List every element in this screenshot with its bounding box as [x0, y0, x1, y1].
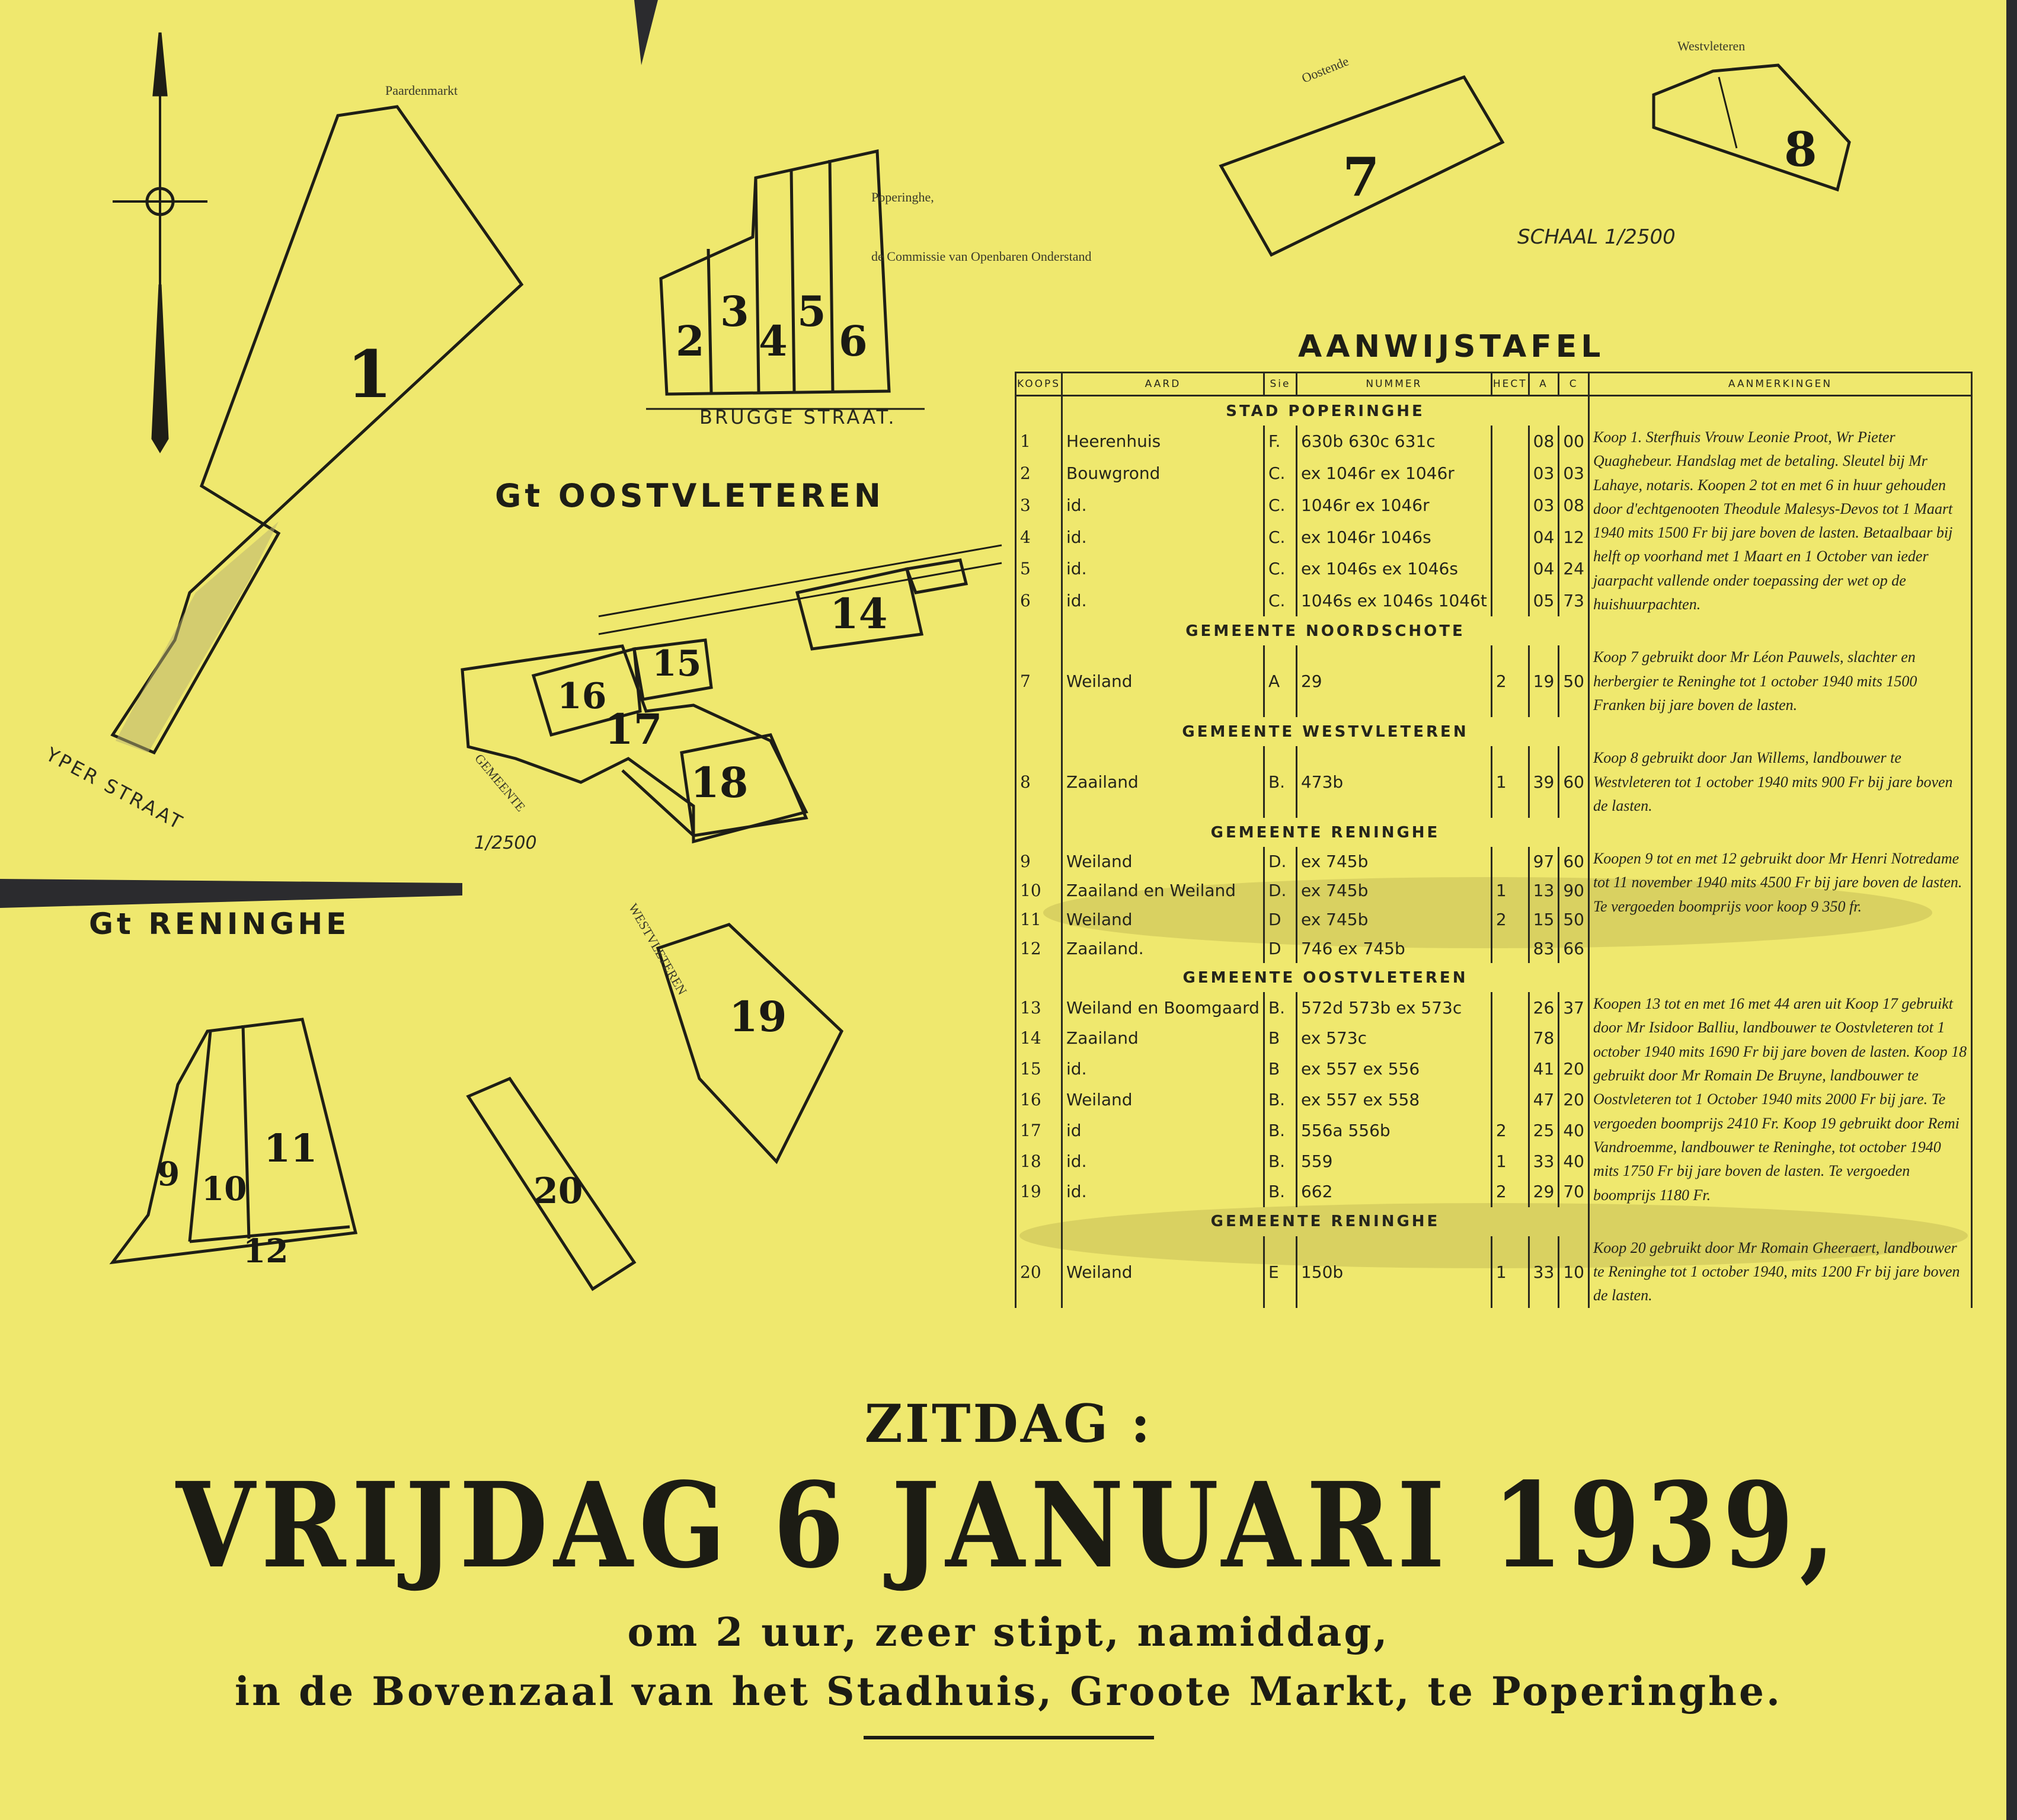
- cell-nr: 3: [1016, 489, 1062, 521]
- section-spacer: [1016, 616, 1062, 645]
- cell-a: 33: [1529, 1236, 1559, 1308]
- header-koops: KOOPS: [1016, 373, 1062, 396]
- cell-aard: id.: [1062, 1146, 1264, 1176]
- table-row: [1016, 1236, 1972, 1308]
- cell-a: 26: [1529, 992, 1559, 1023]
- cell-aard: Weiland: [1062, 905, 1264, 934]
- cell-nummer: 1046s ex 1046s 1046t: [1296, 585, 1491, 617]
- section-row: [1016, 717, 1972, 746]
- label-westvleteren: Westvleteren: [1677, 39, 1746, 53]
- cell-c: 60: [1559, 746, 1589, 818]
- cell-sie: F.: [1264, 426, 1296, 458]
- plot-number-16: 16: [557, 676, 607, 717]
- compass-arrow: [154, 33, 166, 95]
- cell-sie: C.: [1264, 553, 1296, 585]
- plot-number-2: 2: [676, 316, 705, 366]
- cell-aard: id.: [1062, 489, 1264, 521]
- cell-aard: id: [1062, 1115, 1264, 1146]
- aanwijstafel-table: [1015, 372, 1973, 1308]
- cell-nr: 6: [1016, 585, 1062, 617]
- cell-ha: [1491, 847, 1529, 876]
- cell-c: 24: [1559, 553, 1589, 585]
- section-row: [1016, 818, 1972, 847]
- cell-sie: B.: [1264, 1176, 1296, 1207]
- section-name: GEMEENTE OOSTVLETEREN: [1062, 963, 1589, 992]
- plot-number-7: 7: [1342, 146, 1380, 209]
- cell-sie: C.: [1264, 489, 1296, 521]
- section-row: [1016, 616, 1972, 645]
- cell-a: 13: [1529, 876, 1559, 905]
- cell-ha: 2: [1491, 1176, 1529, 1207]
- section-name: GEMEENTE RENINGHE: [1062, 818, 1589, 847]
- cell-nr: 17: [1016, 1115, 1062, 1146]
- cell-nummer: ex 557 ex 558: [1296, 1085, 1491, 1115]
- cell-ha: 1: [1491, 876, 1529, 905]
- cell-a: 04: [1529, 553, 1559, 585]
- cell-a: 29: [1529, 1176, 1559, 1207]
- plot-number-4: 4: [759, 316, 788, 366]
- cell-sie: D: [1264, 905, 1296, 934]
- plot-13: [907, 560, 966, 593]
- plot-number-1: 1: [347, 336, 392, 412]
- section-row: [1016, 963, 1972, 992]
- cell-nr: 12: [1016, 934, 1062, 963]
- label-oostende: Oostende: [1299, 53, 1351, 86]
- cell-ha: 2: [1491, 1115, 1529, 1146]
- cell-sie: E: [1264, 1236, 1296, 1308]
- plot-9-12-outline: [113, 1019, 356, 1262]
- section-spacer: [1016, 818, 1062, 847]
- table-row: [1016, 645, 1972, 717]
- cell-c: 60: [1559, 847, 1589, 876]
- plot-1-shaded: [116, 522, 279, 753]
- road-line: [599, 563, 1002, 634]
- cell-nummer: ex 745b: [1296, 876, 1491, 905]
- plot-8-divider: [1719, 77, 1737, 148]
- cell-nummer: ex 557 ex 556: [1296, 1054, 1491, 1085]
- cell-sie: B.: [1264, 1085, 1296, 1115]
- cell-nr: 13: [1016, 992, 1062, 1023]
- cell-sie: B.: [1264, 1146, 1296, 1176]
- cell-nr: 2: [1016, 458, 1062, 490]
- cell-sie: B.: [1264, 992, 1296, 1023]
- cell-a: 08: [1529, 426, 1559, 458]
- cell-ha: [1491, 458, 1529, 490]
- cell-ha: [1491, 553, 1529, 585]
- cell-nummer: ex 1046r ex 1046r: [1296, 458, 1491, 490]
- cell-a: 39: [1529, 746, 1559, 818]
- section-spacer: [1016, 1207, 1062, 1236]
- inset-scale: 1/2500: [474, 833, 537, 853]
- cell-a: 03: [1529, 458, 1559, 490]
- header-c: C: [1559, 373, 1589, 396]
- cell-nummer: 473b: [1296, 746, 1491, 818]
- cell-aard: Zaailand.: [1062, 934, 1264, 963]
- cell-nr: 10: [1016, 876, 1062, 905]
- cell-aard: Zaailand: [1062, 1023, 1264, 1054]
- table-row: [1016, 426, 1972, 458]
- cell-nr: 5: [1016, 553, 1062, 585]
- cell-aard: id.: [1062, 1176, 1264, 1207]
- auction-date: VRIJDAG 6 JANUARI 1939,: [175, 1456, 1842, 1595]
- cell-nr: 8: [1016, 746, 1062, 818]
- cell-c: 10: [1559, 1236, 1589, 1308]
- header-nummer: NUMMER: [1296, 373, 1491, 396]
- table-title: AANWIJSTAFEL: [1298, 329, 1605, 364]
- plot-number-11: 11: [264, 1126, 318, 1171]
- plot-number-6: 6: [839, 316, 868, 366]
- cell-sie: B.: [1264, 746, 1296, 818]
- plot-number-10: 10: [202, 1169, 247, 1208]
- header-a: A: [1529, 373, 1559, 396]
- section-spacer: [1588, 396, 1971, 426]
- cell-nr: 1: [1016, 426, 1062, 458]
- cell-c: 90: [1559, 876, 1589, 905]
- region-reninghe: Gt RENINGHE: [89, 907, 350, 941]
- cell-sie: D.: [1264, 847, 1296, 876]
- cell-nummer: 572d 573b ex 573c: [1296, 992, 1491, 1023]
- cell-ha: 2: [1491, 645, 1529, 717]
- section-spacer: [1016, 396, 1062, 426]
- auction-time: om 2 uur, zeer stipt, namiddag,: [627, 1609, 1390, 1655]
- cell-nummer: 556a 556b: [1296, 1115, 1491, 1146]
- compass-tail: [153, 284, 167, 450]
- cell-nummer: ex 1046r 1046s: [1296, 521, 1491, 553]
- cell-ha: 1: [1491, 746, 1529, 818]
- cell-c: 73: [1559, 585, 1589, 617]
- cell-nr: 18: [1016, 1146, 1062, 1176]
- cell-c: 50: [1559, 645, 1589, 717]
- cell-nummer: 630b 630c 631c: [1296, 426, 1491, 458]
- announcement: [0, 1369, 2017, 1820]
- cell-c: 50: [1559, 905, 1589, 934]
- plot-divider: [190, 1031, 210, 1242]
- section-spacer: [1588, 818, 1971, 847]
- cell-nr: 19: [1016, 1176, 1062, 1207]
- section-row: [1016, 1207, 1972, 1236]
- cell-c: 00: [1559, 426, 1589, 458]
- cell-a: 78: [1529, 1023, 1559, 1054]
- table-row: [1016, 746, 1972, 818]
- cell-aard: Weiland: [1062, 645, 1264, 717]
- cell-c: 20: [1559, 1085, 1589, 1115]
- table-header-row: [1016, 373, 1972, 396]
- cell-ha: [1491, 1054, 1529, 1085]
- label-commissie: de Commissie van Openbaren Onderstand: [871, 249, 1092, 264]
- cell-sie: A: [1264, 645, 1296, 717]
- plot-number-3: 3: [720, 287, 749, 336]
- cell-c: 03: [1559, 458, 1589, 490]
- cell-remark: Koop 20 gebruikt door Mr Romain Gheeraert, landbouwer te Reninghe tot 1 october 1940, mits 1200 Fr bij jare boven de lasten.: [1588, 1236, 1971, 1308]
- section-spacer: [1016, 963, 1062, 992]
- cell-c: 20: [1559, 1054, 1589, 1085]
- header-hect: HECT: [1491, 373, 1529, 396]
- cell-nr: 20: [1016, 1236, 1062, 1308]
- cell-nummer: 559: [1296, 1146, 1491, 1176]
- cell-aard: Weiland: [1062, 1085, 1264, 1115]
- cell-nr: 9: [1016, 847, 1062, 876]
- cell-remark: Koopen 13 tot en met 16 met 44 aren uit Koop 17 gebruikt door Mr Isidoor Balliu, landbouwer te Oostvleteren tot 1 october 1940 mits 1690 Fr bij jare boven de lasten. Koop 18 gebruikt door Mr Romain De Bruyne, landbouwer te Oostvleteren tot 1 October 1940 mits 2000 Fr bij jare. Te vergoeden boomprijs 2410 Fr. Koop 19 gebruikt door Remi Vandroemme, landbouwer te Reninghe, tot october 1940 mits 1750 Fr bij jare boven de lasten. Te vergoeden boomprijs 1180 Fr.: [1588, 992, 1971, 1207]
- cell-nummer: 746 ex 745b: [1296, 934, 1491, 963]
- cell-ha: 1: [1491, 1236, 1529, 1308]
- cell-sie: C.: [1264, 458, 1296, 490]
- plot-number-20: 20: [533, 1170, 583, 1212]
- header-sie: Sie: [1264, 373, 1296, 396]
- cell-a: 33: [1529, 1146, 1559, 1176]
- cell-a: 03: [1529, 489, 1559, 521]
- header-aard: AARD: [1062, 373, 1264, 396]
- section-spacer: [1588, 1207, 1971, 1236]
- street-gemeente: GEMEENTE: [472, 751, 529, 815]
- section-name: GEMEENTE NOORDSCHOTE: [1062, 616, 1589, 645]
- section-spacer: [1016, 717, 1062, 746]
- section-name: GEMEENTE WESTVLETEREN: [1062, 717, 1589, 746]
- section-spacer: [1588, 616, 1971, 645]
- cell-nummer: 662: [1296, 1176, 1491, 1207]
- cell-ha: [1491, 426, 1529, 458]
- cell-ha: 1: [1491, 1146, 1529, 1176]
- cell-c: 08: [1559, 489, 1589, 521]
- cell-c: 12: [1559, 521, 1589, 553]
- cell-nummer: ex 745b: [1296, 905, 1491, 934]
- cell-a: 05: [1529, 585, 1559, 617]
- cell-ha: [1491, 1085, 1529, 1115]
- cell-c: 70: [1559, 1176, 1589, 1207]
- plot-19-outline: [658, 925, 842, 1162]
- plot-number-18: 18: [691, 758, 749, 807]
- plot-number-12: 12: [243, 1232, 289, 1270]
- cell-nr: 15: [1016, 1054, 1062, 1085]
- section-spacer: [1588, 717, 1971, 746]
- cell-sie: B.: [1264, 1115, 1296, 1146]
- aanwijstafel: [1015, 372, 1973, 1308]
- cell-c: 40: [1559, 1146, 1589, 1176]
- cell-ha: [1491, 521, 1529, 553]
- cell-remark: Koop 7 gebruikt door Mr Léon Pauwels, slachter en herbergier te Reninghe tot 1 october 1940 mits 1500 Franken bij jare boven de lasten.: [1588, 645, 1971, 717]
- plot-divider: [830, 160, 833, 392]
- cell-aard: id.: [1062, 521, 1264, 553]
- cell-remark: Koopen 9 tot en met 12 gebruikt door Mr Henri Notredame tot 11 november 1940 mits 4500 Fr bij jare boven de lasten. Te vergoeden boomprijs voor koop 9 350 fr.: [1588, 847, 1971, 963]
- cell-a: 04: [1529, 521, 1559, 553]
- table-row: [1016, 847, 1972, 876]
- cell-sie: D: [1264, 934, 1296, 963]
- cell-aard: Weiland: [1062, 847, 1264, 876]
- auction-place: in de Bovenzaal van het Stadhuis, Groote Markt, te Poperinghe.: [235, 1668, 1782, 1715]
- section-name: STAD POPERINGHE: [1062, 396, 1589, 426]
- cell-aard: Weiland en Boomgaard: [1062, 992, 1264, 1023]
- cell-sie: C.: [1264, 585, 1296, 617]
- plot-number-19: 19: [729, 992, 787, 1041]
- zitdag-label: ZITDAG :: [864, 1393, 1153, 1454]
- cell-nummer: 150b: [1296, 1236, 1491, 1308]
- divider-rule: [864, 1736, 1154, 1739]
- cell-c: 40: [1559, 1115, 1589, 1146]
- cell-ha: 2: [1491, 905, 1529, 934]
- cell-aard: Zaailand: [1062, 746, 1264, 818]
- plot-number-9: 9: [157, 1154, 180, 1193]
- cell-c: 66: [1559, 934, 1589, 963]
- cell-aard: id.: [1062, 1054, 1264, 1085]
- cell-aard: Weiland: [1062, 1236, 1264, 1308]
- plot-number-17: 17: [605, 705, 663, 754]
- cell-sie: B: [1264, 1054, 1296, 1085]
- plot-number-15: 15: [652, 643, 702, 685]
- table-row: [1016, 992, 1972, 1023]
- cell-aard: id.: [1062, 553, 1264, 585]
- label-paardenmarkt: Paardenmarkt: [385, 83, 458, 98]
- cell-ha: [1491, 934, 1529, 963]
- cell-nr: 7: [1016, 645, 1062, 717]
- cell-c: 37: [1559, 992, 1589, 1023]
- plot-8-outline: [1654, 65, 1849, 190]
- cell-nr: 11: [1016, 905, 1062, 934]
- cell-aard: Bouwgrond: [1062, 458, 1264, 490]
- plot-number-14: 14: [830, 589, 888, 638]
- cell-aard: id.: [1062, 585, 1264, 617]
- cell-nr: 14: [1016, 1023, 1062, 1054]
- plot-number-5: 5: [797, 287, 826, 336]
- cell-nummer: ex 573c: [1296, 1023, 1491, 1054]
- header-aanmerkingen: AANMERKINGEN: [1588, 373, 1971, 396]
- plot-number-8: 8: [1784, 121, 1817, 177]
- plot-divider: [708, 249, 711, 392]
- street-westvleteren: WESTVLETEREN: [625, 901, 691, 997]
- cell-sie: C.: [1264, 521, 1296, 553]
- table-body: [1016, 396, 1972, 1308]
- cell-a: 47: [1529, 1085, 1559, 1115]
- region-oostvleteren: Gt OOSTVLETEREN: [495, 477, 884, 514]
- section-name: GEMEENTE RENINGHE: [1062, 1207, 1589, 1236]
- label-poperinghe: Poperinghe,: [871, 190, 934, 204]
- street-brugge-straat: BRUGGE STRAAT.: [699, 406, 897, 428]
- cell-nr: 16: [1016, 1085, 1062, 1115]
- cell-nr: 4: [1016, 521, 1062, 553]
- cell-nummer: ex 1046s ex 1046s: [1296, 553, 1491, 585]
- cell-remark: Koop 1. Sterfhuis Vrouw Leonie Proot, Wr Pieter Quaghebeur. Handslag met de betaling. Sleutel bij Mr Lahaye, notaris. Koopen 2 tot en met 6 in huur gehouden door d'echtgenooten Theodule Malesys-Devos tot 1 Maart 1940 mits 1500 Fr bij jare boven de lasten. Betaalbaar bij helft op voorhand met 1 Maart en 1 October van ieder jaarpacht vallende onder toepassing der wet op de huishuurpachten.: [1588, 426, 1971, 616]
- cell-a: 83: [1529, 934, 1559, 963]
- section-row: [1016, 396, 1972, 426]
- cell-a: 25: [1529, 1115, 1559, 1146]
- section-spacer: [1588, 963, 1971, 992]
- cell-a: 41: [1529, 1054, 1559, 1085]
- cell-sie: D.: [1264, 876, 1296, 905]
- cell-aard: Zaailand en Weiland: [1062, 876, 1264, 905]
- cell-nummer: 29: [1296, 645, 1491, 717]
- cell-c: [1559, 1023, 1589, 1054]
- cell-a: 15: [1529, 905, 1559, 934]
- cell-ha: [1491, 992, 1529, 1023]
- cell-remark: Koop 8 gebruikt door Jan Willems, landbouwer te Westvleteren tot 1 october 1940 mits 900 Fr bij jare boven de lasten.: [1588, 746, 1971, 818]
- cell-sie: B: [1264, 1023, 1296, 1054]
- cell-ha: [1491, 489, 1529, 521]
- cell-a: 97: [1529, 847, 1559, 876]
- street-yper-straat: YPER STRAAT: [42, 743, 188, 835]
- cell-ha: [1491, 1023, 1529, 1054]
- cell-a: 19: [1529, 645, 1559, 717]
- plot-divider: [791, 169, 794, 392]
- cell-ha: [1491, 585, 1529, 617]
- cell-aard: Heerenhuis: [1062, 426, 1264, 458]
- cell-nummer: 1046r ex 1046r: [1296, 489, 1491, 521]
- cell-nummer: ex 745b: [1296, 847, 1491, 876]
- map-scale: SCHAAL 1/2500: [1517, 225, 1676, 249]
